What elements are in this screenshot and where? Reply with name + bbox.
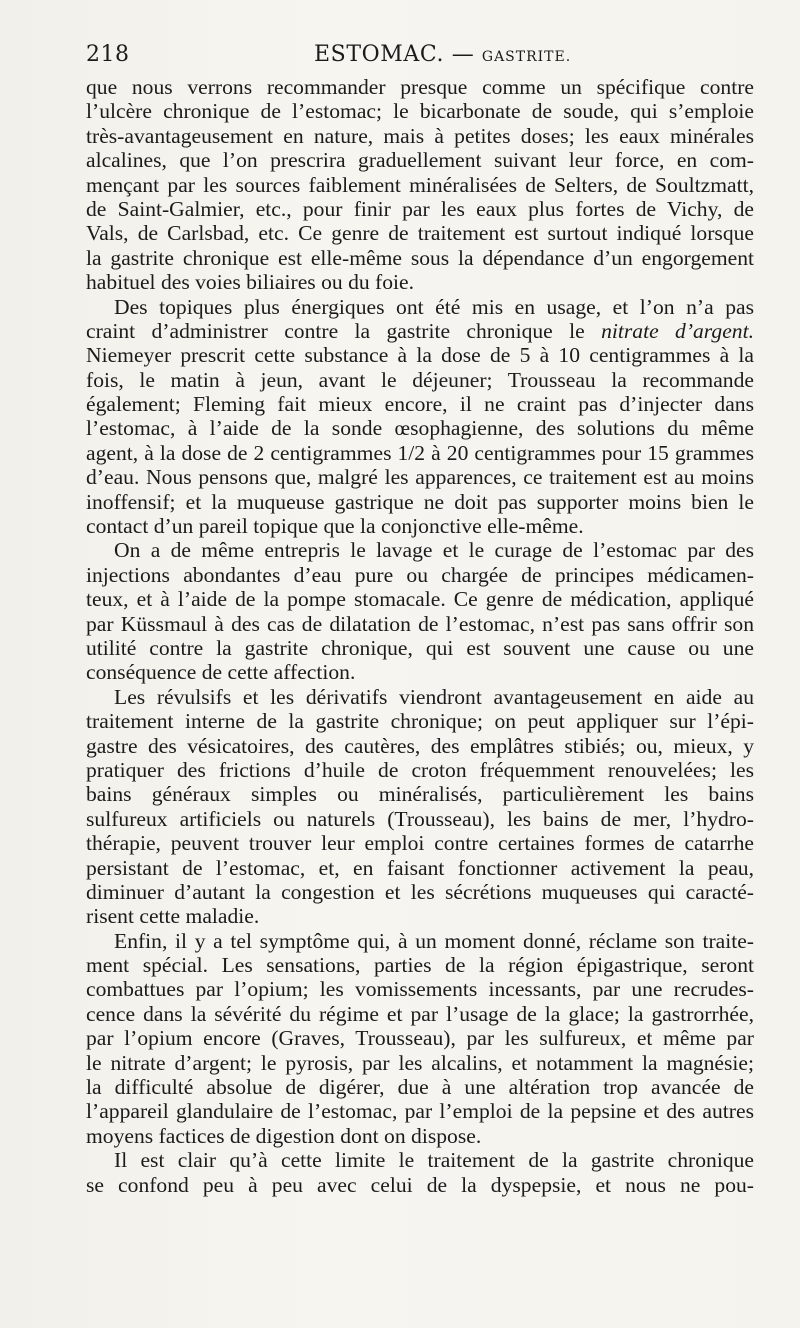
text-line: Enfin, il y a tel symptôme qui, à un moment donné, réclame son traite- bbox=[114, 928, 754, 953]
text-line: la difficulté absolue de digérer, due à une altération trop avancée de bbox=[86, 1075, 754, 1100]
text-line: par l’opium encore (Graves, Trousseau), par les sulfureux, et même par bbox=[86, 1026, 754, 1051]
text-line: l’appareil glandulaire de l’estomac, par l’emploi de la pepsine et des autres bbox=[86, 1099, 754, 1124]
text-line: fois, le matin à jeun, avant le déjeuner; Trousseau la recommande bbox=[86, 367, 754, 392]
running-title-main: ESTOMAC. — bbox=[314, 42, 475, 67]
text-line: Il est clair qu’à cette limite le traitement de la gastrite chronique bbox=[114, 1148, 754, 1173]
text-line: d’eau. Nous pensons que, malgré les apparences, ce traitement est au moins bbox=[86, 465, 754, 490]
text-line: conséquence de cette affection. bbox=[86, 660, 356, 685]
italic-term: nitrate d’argent. bbox=[601, 318, 754, 343]
page-number: 218 bbox=[86, 42, 130, 67]
text-line: combattues par l’opium; les vomissements incessants, par une recrudes- bbox=[86, 977, 754, 1002]
text-line: inoffensif; et la muqueuse gastrique ne doit pas supporter moins bien le bbox=[86, 489, 754, 514]
text-line bbox=[86, 319, 754, 343]
text-line: agent, à la dose de 2 centigrammes 1/2 à 20 centigrammes pour 15 grammes bbox=[86, 440, 754, 465]
text-line: de Saint-Galmier, etc., pour finir par les eaux plus fortes de Vichy, de bbox=[86, 196, 754, 221]
text-line: Vals, de Carlsbad, etc. Ce genre de traitement est surtout indiqué lorsque bbox=[86, 221, 754, 246]
text-line: contact d’un pareil topique que la conjonctive elle-même. bbox=[86, 514, 584, 539]
text-line: habituel des voies biliaires ou du foie. bbox=[86, 270, 415, 295]
text-line: On a de même entrepris le lavage et le curage de l’estomac par des bbox=[114, 538, 754, 563]
text-line: diminuer d’autant la congestion et les sécrétions muqueuses qui caracté- bbox=[86, 879, 754, 904]
text-line: Niemeyer prescrit cette substance à la dose de 5 à 10 centigrammes à la bbox=[86, 343, 754, 368]
text-run: craint d’administrer contre la gastrite chronique le bbox=[86, 318, 602, 343]
text-line: Les révulsifs et les dérivatifs viendront avantageusement en aide au bbox=[114, 684, 754, 709]
page-header bbox=[86, 40, 756, 76]
text-line: persistant de l’estomac, et, en faisant fonctionner activement la peau, bbox=[86, 855, 754, 880]
text-line: moyens factices de digestion dont on dispose. bbox=[86, 1123, 482, 1148]
text-line: l’estomac, à l’aide de la sonde œsophagienne, des solutions du même bbox=[86, 416, 754, 441]
text-line: cence dans la sévérité du régime et par l’usage de la glace; la gastrorrhée, bbox=[86, 1001, 754, 1026]
text-line: la gastrite chronique est elle-même sous la dépendance d’un engorgement bbox=[86, 245, 754, 270]
text-line: utilité contre la gastrite chronique, qui est souvent une cause ou une bbox=[86, 635, 754, 660]
text-line: traitement interne de la gastrite chronique; on peut appliquer sur l’épi- bbox=[86, 709, 754, 734]
text-line: l’ulcère chronique de l’estomac; le bicarbonate de soude, qui s’emploie bbox=[86, 99, 754, 124]
text-line: gastre des vésicatoires, des cautères, des emplâtres stibiés; ou, mieux, y bbox=[86, 733, 754, 758]
text-line: le nitrate d’argent; le pyrosis, par les alcalins, et notamment la magnésie; bbox=[86, 1050, 754, 1075]
text-line: également; Fleming fait mieux encore, il ne craint pas d’injecter dans bbox=[86, 392, 754, 417]
text-line: pratiquer des frictions d’huile de croton fréquemment renouvelées; les bbox=[86, 757, 754, 782]
text-line: injections abondantes d’eau pure ou chargée de principes médicamen- bbox=[86, 562, 754, 587]
text-line: très-avantageusement en nature, mais à petites doses; les eaux minérales bbox=[86, 123, 754, 148]
text-line: que nous verrons recommander presque comme un spécifique contre bbox=[86, 75, 754, 99]
text-line: alcalines, que l’on prescrira graduellement suivant leur force, en com- bbox=[86, 148, 754, 173]
text-line: par Küssmaul à des cas de dilatation de l’estomac, n’est pas sans offrir son bbox=[86, 611, 754, 636]
text-line: risent cette maladie. bbox=[86, 904, 260, 929]
text-line: teux, et à l’aide de la pompe stomacale. Ce genre de médication, appliqué bbox=[86, 587, 754, 612]
body-text bbox=[86, 75, 754, 1197]
text-line: ment spécial. Les sensations, parties de la région épigastrique, seront bbox=[86, 953, 754, 978]
text-line: thérapie, peuvent trouver leur emploi contre certaines formes de catarrhe bbox=[86, 831, 754, 856]
text-line: bains généraux simples ou minéralisés, particulièrement les bains bbox=[86, 782, 754, 807]
running-title bbox=[314, 42, 571, 67]
text-line: sulfureux artificiels ou naturels (Trousseau), les bains de mer, l’hydro- bbox=[86, 806, 754, 831]
text-line: mençant par les sources faiblement minéralisées de Selters, de Soultzmatt, bbox=[86, 172, 754, 197]
running-title-sub: GASTRITE. bbox=[481, 49, 572, 65]
text-line: se confond peu à peu avec celui de la dyspepsie, et nous ne pou- bbox=[86, 1172, 754, 1197]
text-line: Des topiques plus énergiques ont été mis en usage, et l’on n’a pas bbox=[114, 294, 754, 319]
